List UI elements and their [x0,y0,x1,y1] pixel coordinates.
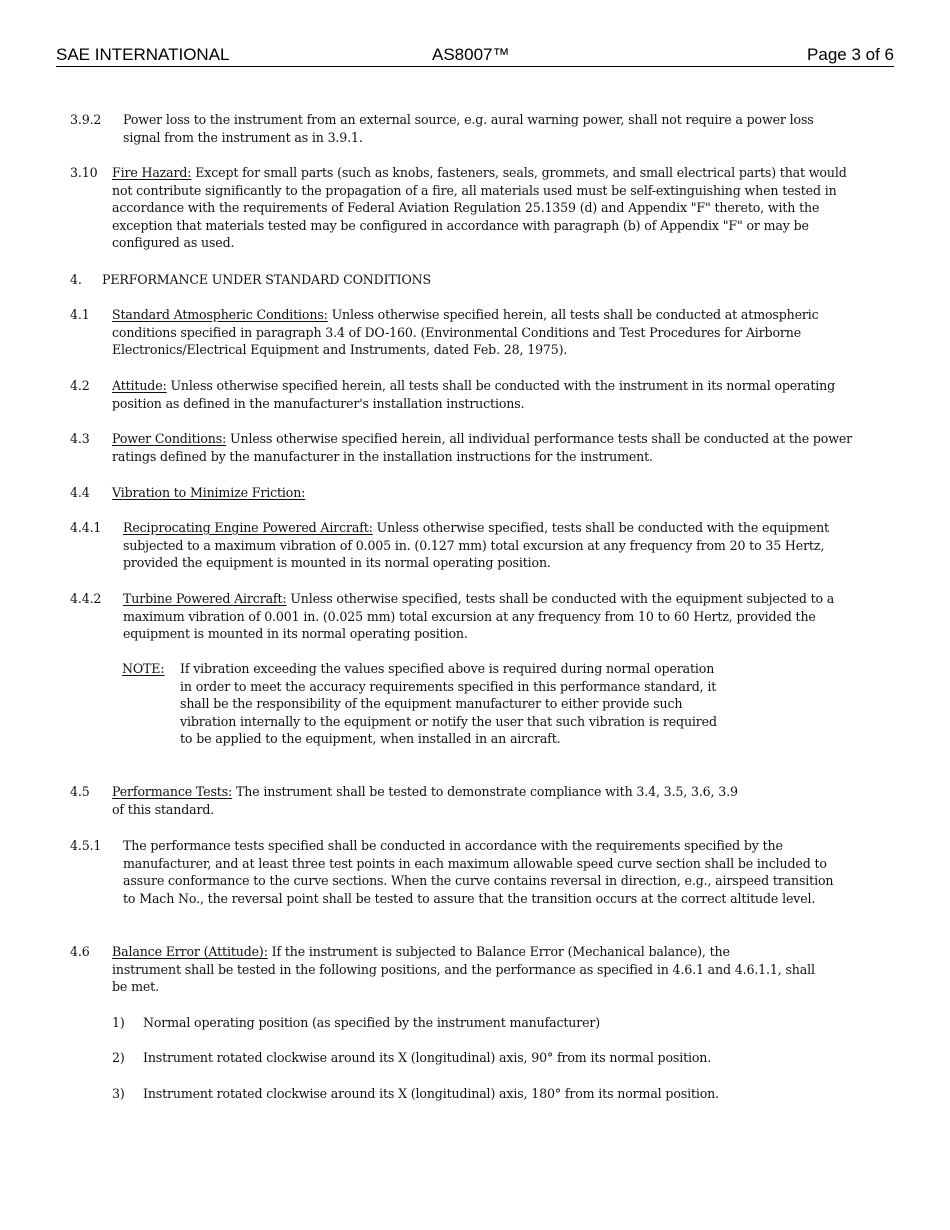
section-number: 4.5 [70,784,90,799]
section-number: 4.4 [70,485,90,500]
list-item-number: 2) [112,1050,125,1065]
section-title: Turbine Powered Aircraft: [123,591,287,606]
section-text: Power loss to the instrument from an external source, e.g. aural warning power, shall not require a power loss signal from the instrument as in 3.9.1. [123,112,814,145]
section-number: 4.3 [70,431,90,446]
header-organization: SAE INTERNATIONAL [56,45,230,64]
section-title: Vibration to Minimize Friction: [112,485,306,500]
section-title: Performance Tests: [112,784,233,799]
section-number: 4.2 [70,378,90,393]
list-item-text: Instrument rotated clockwise around its X (longitudinal) axis, 90° from its normal position. [143,1050,712,1065]
section-text-continued: of this standard. [112,801,215,817]
note-label: NOTE: [122,661,165,676]
section-text-continued: instrument shall be tested in the following positions, and the performance as specified in 4.6.1 and 4.6.1.1, shall be met. [112,961,815,995]
section-number: 3.10 [70,165,98,180]
header-page-number: Page 3 of 6 [807,45,894,64]
section-title: Balance Error (Attitude): [112,944,268,959]
section-text: Except for small parts (such as knobs, fasteners, seals, grommets, and small electrical parts) that would not contribute significantly to the propagation of a fire, all materials used must be self-extinguishing when tested in accordance with the requirements of Federal Aviation Regulation 25.1359 (d) and Appendix "F" thereto, with the exception that materials tested may be configured in accordance with paragraph (b) of Appendix "F" or may be configured as used. [112,165,847,251]
list-item-number: 3) [112,1086,125,1101]
section-title: Fire Hazard: [112,165,192,180]
list-item-text: Normal operating position (as specified by the instrument manufacturer) [143,1015,601,1030]
section-title: Power Conditions: [112,431,227,446]
section-number: 3.9.2 [70,112,102,127]
section-number: 4. [70,272,82,287]
section-number: 4.1 [70,307,90,322]
list-item-number: 1) [112,1015,125,1030]
section-text: Unless otherwise specified herein, all tests shall be conducted at atmospheric conditions specified in paragraph 3.4 of DO-160. (Environmental Conditions and Test Procedures for Airborne Electronics/Electrical Equipment and Instruments, dated Feb. 28, 1975). [112,307,819,358]
section-heading: PERFORMANCE UNDER STANDARD CONDITIONS [102,272,432,287]
section-title: Attitude: [112,378,167,393]
list-item-text: Instrument rotated clockwise around its X (longitudinal) axis, 180° from its normal position. [143,1086,719,1101]
page-header [56,44,894,67]
header-document-number: AS8007™ [432,45,510,64]
section-number: 4.4.1 [70,520,102,535]
section-title: Standard Atmospheric Conditions: [112,307,328,322]
section-text: If the instrument is subjected to Balance Error (Mechanical balance), the [271,944,730,959]
section-text: Unless otherwise specified, tests shall be conducted with the equipment subjected to a maximum vibration of 0.005 in. (0.127 mm) total excursion at any frequency from 20 to 35 Hertz, provided the equipment is mounted in its normal operating position. [123,520,829,571]
section-text: Unless otherwise specified herein, all individual performance tests shall be conducted at the power ratings defined by the manufacturer in the installation instructions for the instrument. [112,431,853,464]
section-text: The instrument shall be tested to demonstrate compliance with 3.4, 3.5, 3.6, 3.9 [235,784,738,799]
section-number: 4.5.1 [70,838,102,853]
note-text: If vibration exceeding the values specified above is required during normal operation in order to meet the accuracy requirements specified in this performance standard, it shall be the responsibility of the equipment manufacturer to either provide such vibration internally to the equipment or notify the user that such vibration is required to be applied to the equipment, when installed in an aircraft. [180,661,717,747]
section-number: 4.6 [70,944,90,959]
section-title: Reciprocating Engine Powered Aircraft: [123,520,373,535]
section-text: The performance tests specified shall be conducted in accordance with the requirements specified by the manufacturer, and at least three test points in each maximum allowable speed curve section shall be included to assure conformance to the curve sections. When the curve contains reversal in direction, e.g., airspeed transition to Mach No., the reversal point shall be tested to assure that the transition occurs at the correct altitude level. [123,838,834,906]
section-number: 4.4.2 [70,591,102,606]
section-text: Unless otherwise specified herein, all tests shall be conducted with the instrument in its normal operating position as defined in the manufacturer's installation instructions. [112,378,835,411]
section-text: Unless otherwise specified, tests shall be conducted with the equipment subjected to a maximum vibration of 0.001 in. (0.025 mm) total excursion at any frequency from 10 to 60 Hertz, provided the equipment is mounted in its normal operating position. [123,591,835,642]
